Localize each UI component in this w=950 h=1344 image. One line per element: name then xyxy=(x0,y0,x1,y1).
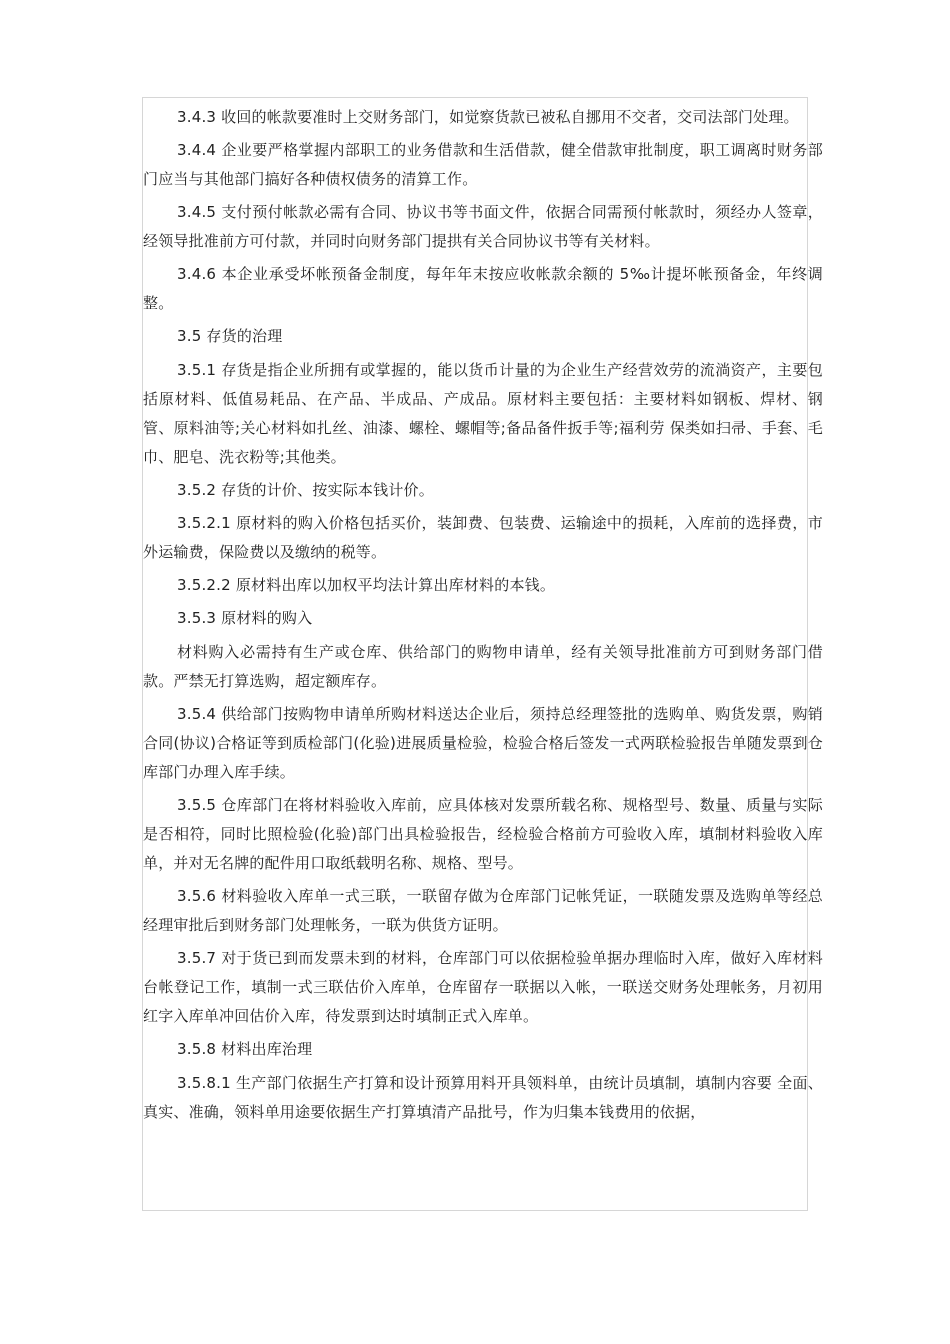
section-heading-3-5: 3.5 存货的治理 xyxy=(177,327,283,345)
paragraph-3-5-1: 3.5.1 存货是指企业所拥有或掌握的，能以货币计量的为企业生产经营效劳的流淌资产，主要包括原材料、低值易耗品、在产品、半成品、产成品。原材料主要包括：主要材料如钢板、焊材、钢管、原料油等;关心材料如扎丝、油漆、螺栓、螺帽等;备品备件扳手等;福利劳 保类如扫帚、手套、毛巾、肥皂、洗衣粉等;其他类。 xyxy=(143,361,823,466)
paragraph-3-5-2-2: 3.5.2.2 原材料出库以加权平均法计算出库材料的本钱。 xyxy=(177,576,556,594)
paragraph-3-4-3: 3.4.3 收回的帐款要准时上交财务部门，如觉察货款已被私自挪用不交者，交司法部门处理。 xyxy=(177,108,799,126)
paragraph-3-5-2-1: 3.5.2.1 原材料的购入价格包括买价，装卸费、包装费、运输途中的损耗，入库前的选择费，市外运输费，保险费以及缴纳的税等。 xyxy=(143,514,823,561)
paragraph-3-5-6: 3.5.6 材料验收入库单一式三联，一联留存做为仓库部门记帐凭证，一联随发票及选购单等经总经理审批后到财务部门处理帐务，一联为供货方证明。 xyxy=(143,887,823,934)
paragraph-3-5-5: 3.5.5 仓库部门在将材料验收入库前，应具体核对发票所载名称、规格型号、数量、质量与实际是否相符，同时比照检验(化验)部门出具检验报告，经检验合格前方可验收入库，填制材料验收入库单，并对无名牌的配件用口取纸载明名称、规格、型号。 xyxy=(143,796,823,872)
paragraph-3-5-2: 3.5.2 存货的计价、按实际本钱计价。 xyxy=(177,481,434,499)
paragraph-3-5-8-1: 3.5.8.1 生产部门依据生产打算和设计预算用料开具领料单，由统计员填制，填制内容要 全面、真实、准确，领料单用途要依据生产打算填清产品批号，作为归集本钱费用的依据， xyxy=(143,1074,823,1121)
paragraph-3-5-7: 3.5.7 对于货已到而发票未到的材料，仓库部门可以依据检验单据办理临时入库，做好入库材料台帐登记工作，填制一式三联估价入库单，仓库留存一联据以入帐，一联送交财务处理帐务，月初用红字入库单冲回估价入库，待发票到达时填制正式入库单。 xyxy=(143,949,823,1025)
paragraph-3-4-6: 3.4.6 本企业承受坏帐预备金制度，每年年末按应收帐款余额的 5‰计提坏帐预备金，年终调整。 xyxy=(143,265,823,312)
paragraph-3-4-5: 3.4.5 支付预付帐款必需有合同、协议书等书面文件，依据合同需预付帐款时，须经办人签章，经领导批准前方可付款，并同时向财务部门提拱有关合同协议书等有关材料。 xyxy=(143,203,823,250)
section-heading-3-5-8: 3.5.8 材料出库治理 xyxy=(177,1040,313,1058)
paragraph-purchase-requirement: 材料购入必需持有生产或仓库、供给部门的购物申请单，经有关领导批准前方可到财务部门借款。严禁无打算选购，超定额库存。 xyxy=(143,643,823,690)
paragraph-3-5-4: 3.5.4 供给部门按购物申请单所购材料送达企业后，须持总经理签批的选购单、购货发票，购销合同(协议)合格证等到质检部门(化验)进展质量检验，检验合格后签发一式两联检验报告单随发票到仓库部门办理入库手续。 xyxy=(143,705,823,781)
paragraph-3-4-4: 3.4.4 企业要严格掌握内部职工的业务借款和生活借款，健全借款审批制度，职工调离时财务部门应当与其他部门搞好各种债权债务的清算工作。 xyxy=(143,141,823,188)
document-body xyxy=(143,103,823,1131)
section-heading-3-5-3: 3.5.3 原材料的购入 xyxy=(177,609,313,627)
